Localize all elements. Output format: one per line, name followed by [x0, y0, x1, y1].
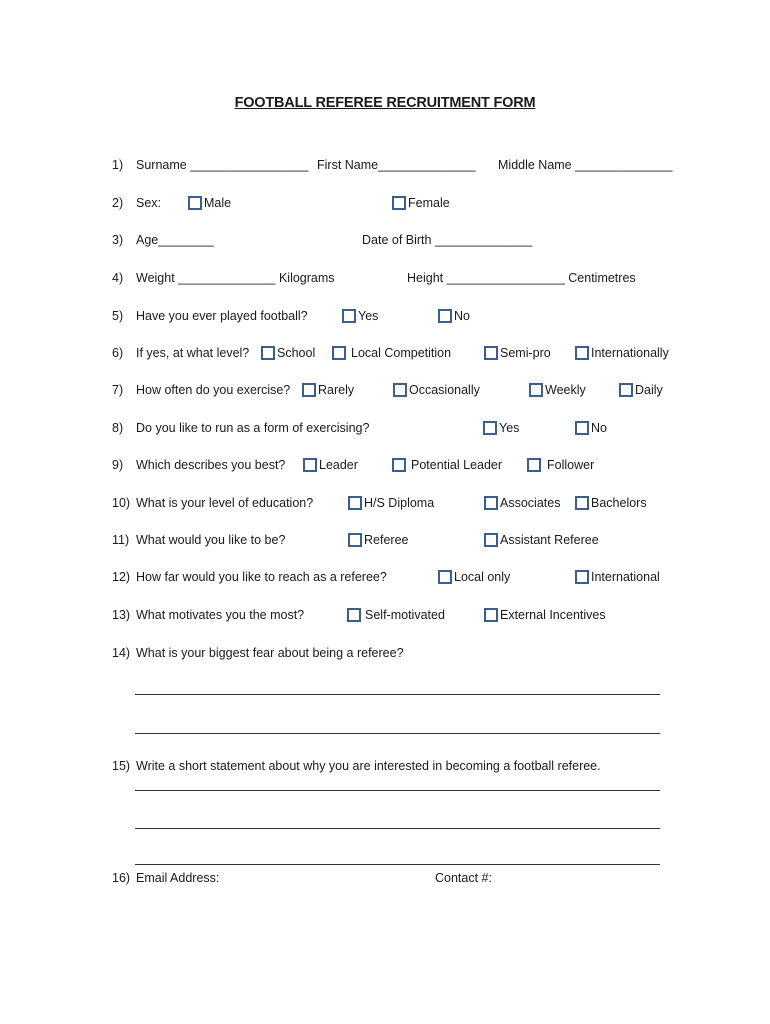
option-yes[interactable]: Yes	[342, 307, 378, 325]
question-label: If yes, at what level?	[136, 346, 250, 360]
question-number: 6)	[112, 346, 124, 360]
checkbox-icon[interactable]	[438, 570, 452, 584]
answer-line[interactable]	[135, 733, 660, 734]
option-occasionally[interactable]: Occasionally	[393, 381, 480, 399]
question-number: 15)	[112, 759, 131, 773]
option-weekly[interactable]: Weekly	[529, 381, 586, 399]
question-number: 12)	[112, 570, 131, 584]
checkbox-icon[interactable]	[484, 346, 498, 360]
checkbox-icon[interactable]	[392, 196, 406, 210]
checkbox-icon[interactable]	[484, 533, 498, 547]
checkbox-icon[interactable]	[261, 346, 275, 360]
option-local-competition[interactable]: Local Competition	[332, 344, 451, 362]
question-number: 1)	[112, 158, 124, 172]
age-field[interactable]: Age________	[136, 233, 214, 247]
option-hs-diploma[interactable]: H/S Diploma	[348, 494, 434, 512]
checkbox-icon[interactable]	[484, 496, 498, 510]
checkbox-icon[interactable]	[342, 309, 356, 323]
option-semi-pro[interactable]: Semi-pro	[484, 344, 551, 362]
question-number: 3)	[112, 233, 124, 247]
checkbox-icon[interactable]	[188, 196, 202, 210]
checkbox-icon[interactable]	[348, 533, 362, 547]
question-number: 5)	[112, 309, 124, 323]
question-label: What would you like to be?	[136, 533, 286, 547]
checkbox-icon[interactable]	[575, 570, 589, 584]
option-rarely[interactable]: Rarely	[302, 381, 354, 399]
question-label: How far would you like to reach as a referee?	[136, 570, 387, 584]
checkbox-icon[interactable]	[347, 608, 361, 622]
option-potential-leader[interactable]: Potential Leader	[392, 456, 502, 474]
sex-label: Sex:	[136, 196, 162, 210]
answer-line[interactable]	[135, 864, 660, 865]
option-follower[interactable]: Follower	[527, 456, 594, 474]
question-number: 4)	[112, 271, 124, 285]
checkbox-icon[interactable]	[302, 383, 316, 397]
question-number: 14)	[112, 646, 131, 660]
option-external-incentives[interactable]: External Incentives	[484, 606, 606, 624]
answer-line[interactable]	[135, 828, 660, 829]
weight-field[interactable]: Weight ______________ Kilograms	[136, 271, 335, 285]
option-no[interactable]: No	[575, 419, 607, 437]
question-number: 11)	[112, 533, 130, 547]
option-no[interactable]: No	[438, 307, 470, 325]
contact-number-field[interactable]: Contact #:	[435, 871, 492, 885]
question-label: What is your level of education?	[136, 496, 314, 510]
option-female[interactable]: Female	[392, 194, 450, 212]
option-leader[interactable]: Leader	[303, 456, 358, 474]
option-bachelors[interactable]: Bachelors	[575, 494, 647, 512]
checkbox-icon[interactable]	[438, 309, 452, 323]
checkbox-icon[interactable]	[483, 421, 497, 435]
height-field[interactable]: Height _________________ Centimetres	[407, 271, 636, 285]
option-school[interactable]: School	[261, 344, 315, 362]
question-label: What motivates you the most?	[136, 608, 305, 622]
checkbox-icon[interactable]	[575, 496, 589, 510]
checkbox-icon[interactable]	[484, 608, 498, 622]
checkbox-icon[interactable]	[575, 346, 589, 360]
question-number: 13)	[112, 608, 131, 622]
checkbox-icon[interactable]	[393, 383, 407, 397]
question-number: 9)	[112, 458, 124, 472]
checkbox-icon[interactable]	[619, 383, 633, 397]
option-international[interactable]: International	[575, 568, 660, 586]
option-self-motivated[interactable]: Self-motivated	[347, 606, 445, 624]
question-label: Have you ever played football?	[136, 309, 308, 323]
option-referee[interactable]: Referee	[348, 531, 408, 549]
answer-line[interactable]	[135, 694, 660, 695]
checkbox-icon[interactable]	[575, 421, 589, 435]
question-number: 16)	[112, 871, 131, 885]
option-associates[interactable]: Associates	[484, 494, 560, 512]
checkbox-icon[interactable]	[527, 458, 541, 472]
question-label: How often do you exercise?	[136, 383, 291, 397]
first-name-field[interactable]: First Name______________	[317, 158, 476, 172]
option-daily[interactable]: Daily	[619, 381, 663, 399]
question-number: 2)	[112, 196, 124, 210]
form-title: FOOTBALL REFEREE RECRUITMENT FORM	[234, 95, 536, 111]
question-number: 10)	[112, 496, 131, 510]
date-of-birth-field[interactable]: Date of Birth ______________	[362, 233, 533, 247]
option-local-only[interactable]: Local only	[438, 568, 510, 586]
option-male[interactable]: Male	[188, 194, 231, 212]
question-label: What is your biggest fear about being a referee?	[136, 646, 404, 660]
checkbox-icon[interactable]	[392, 458, 406, 472]
checkbox-icon[interactable]	[303, 458, 317, 472]
checkbox-icon[interactable]	[332, 346, 346, 360]
middle-name-field[interactable]: Middle Name ______________	[498, 158, 673, 172]
option-assistant-referee[interactable]: Assistant Referee	[484, 531, 599, 549]
surname-field[interactable]: Surname _________________	[136, 158, 309, 172]
question-number: 8)	[112, 421, 124, 435]
email-address-field[interactable]: Email Address:	[136, 871, 220, 885]
option-internationally[interactable]: Internationally	[575, 344, 669, 362]
question-label: Do you like to run as a form of exercising?	[136, 421, 370, 435]
option-yes[interactable]: Yes	[483, 419, 519, 437]
checkbox-icon[interactable]	[529, 383, 543, 397]
question-label: Which describes you best?	[136, 458, 286, 472]
answer-line[interactable]	[135, 790, 660, 791]
question-label: Write a short statement about why you are interested in becoming a football referee.	[136, 759, 601, 773]
checkbox-icon[interactable]	[348, 496, 362, 510]
question-number: 7)	[112, 383, 124, 397]
